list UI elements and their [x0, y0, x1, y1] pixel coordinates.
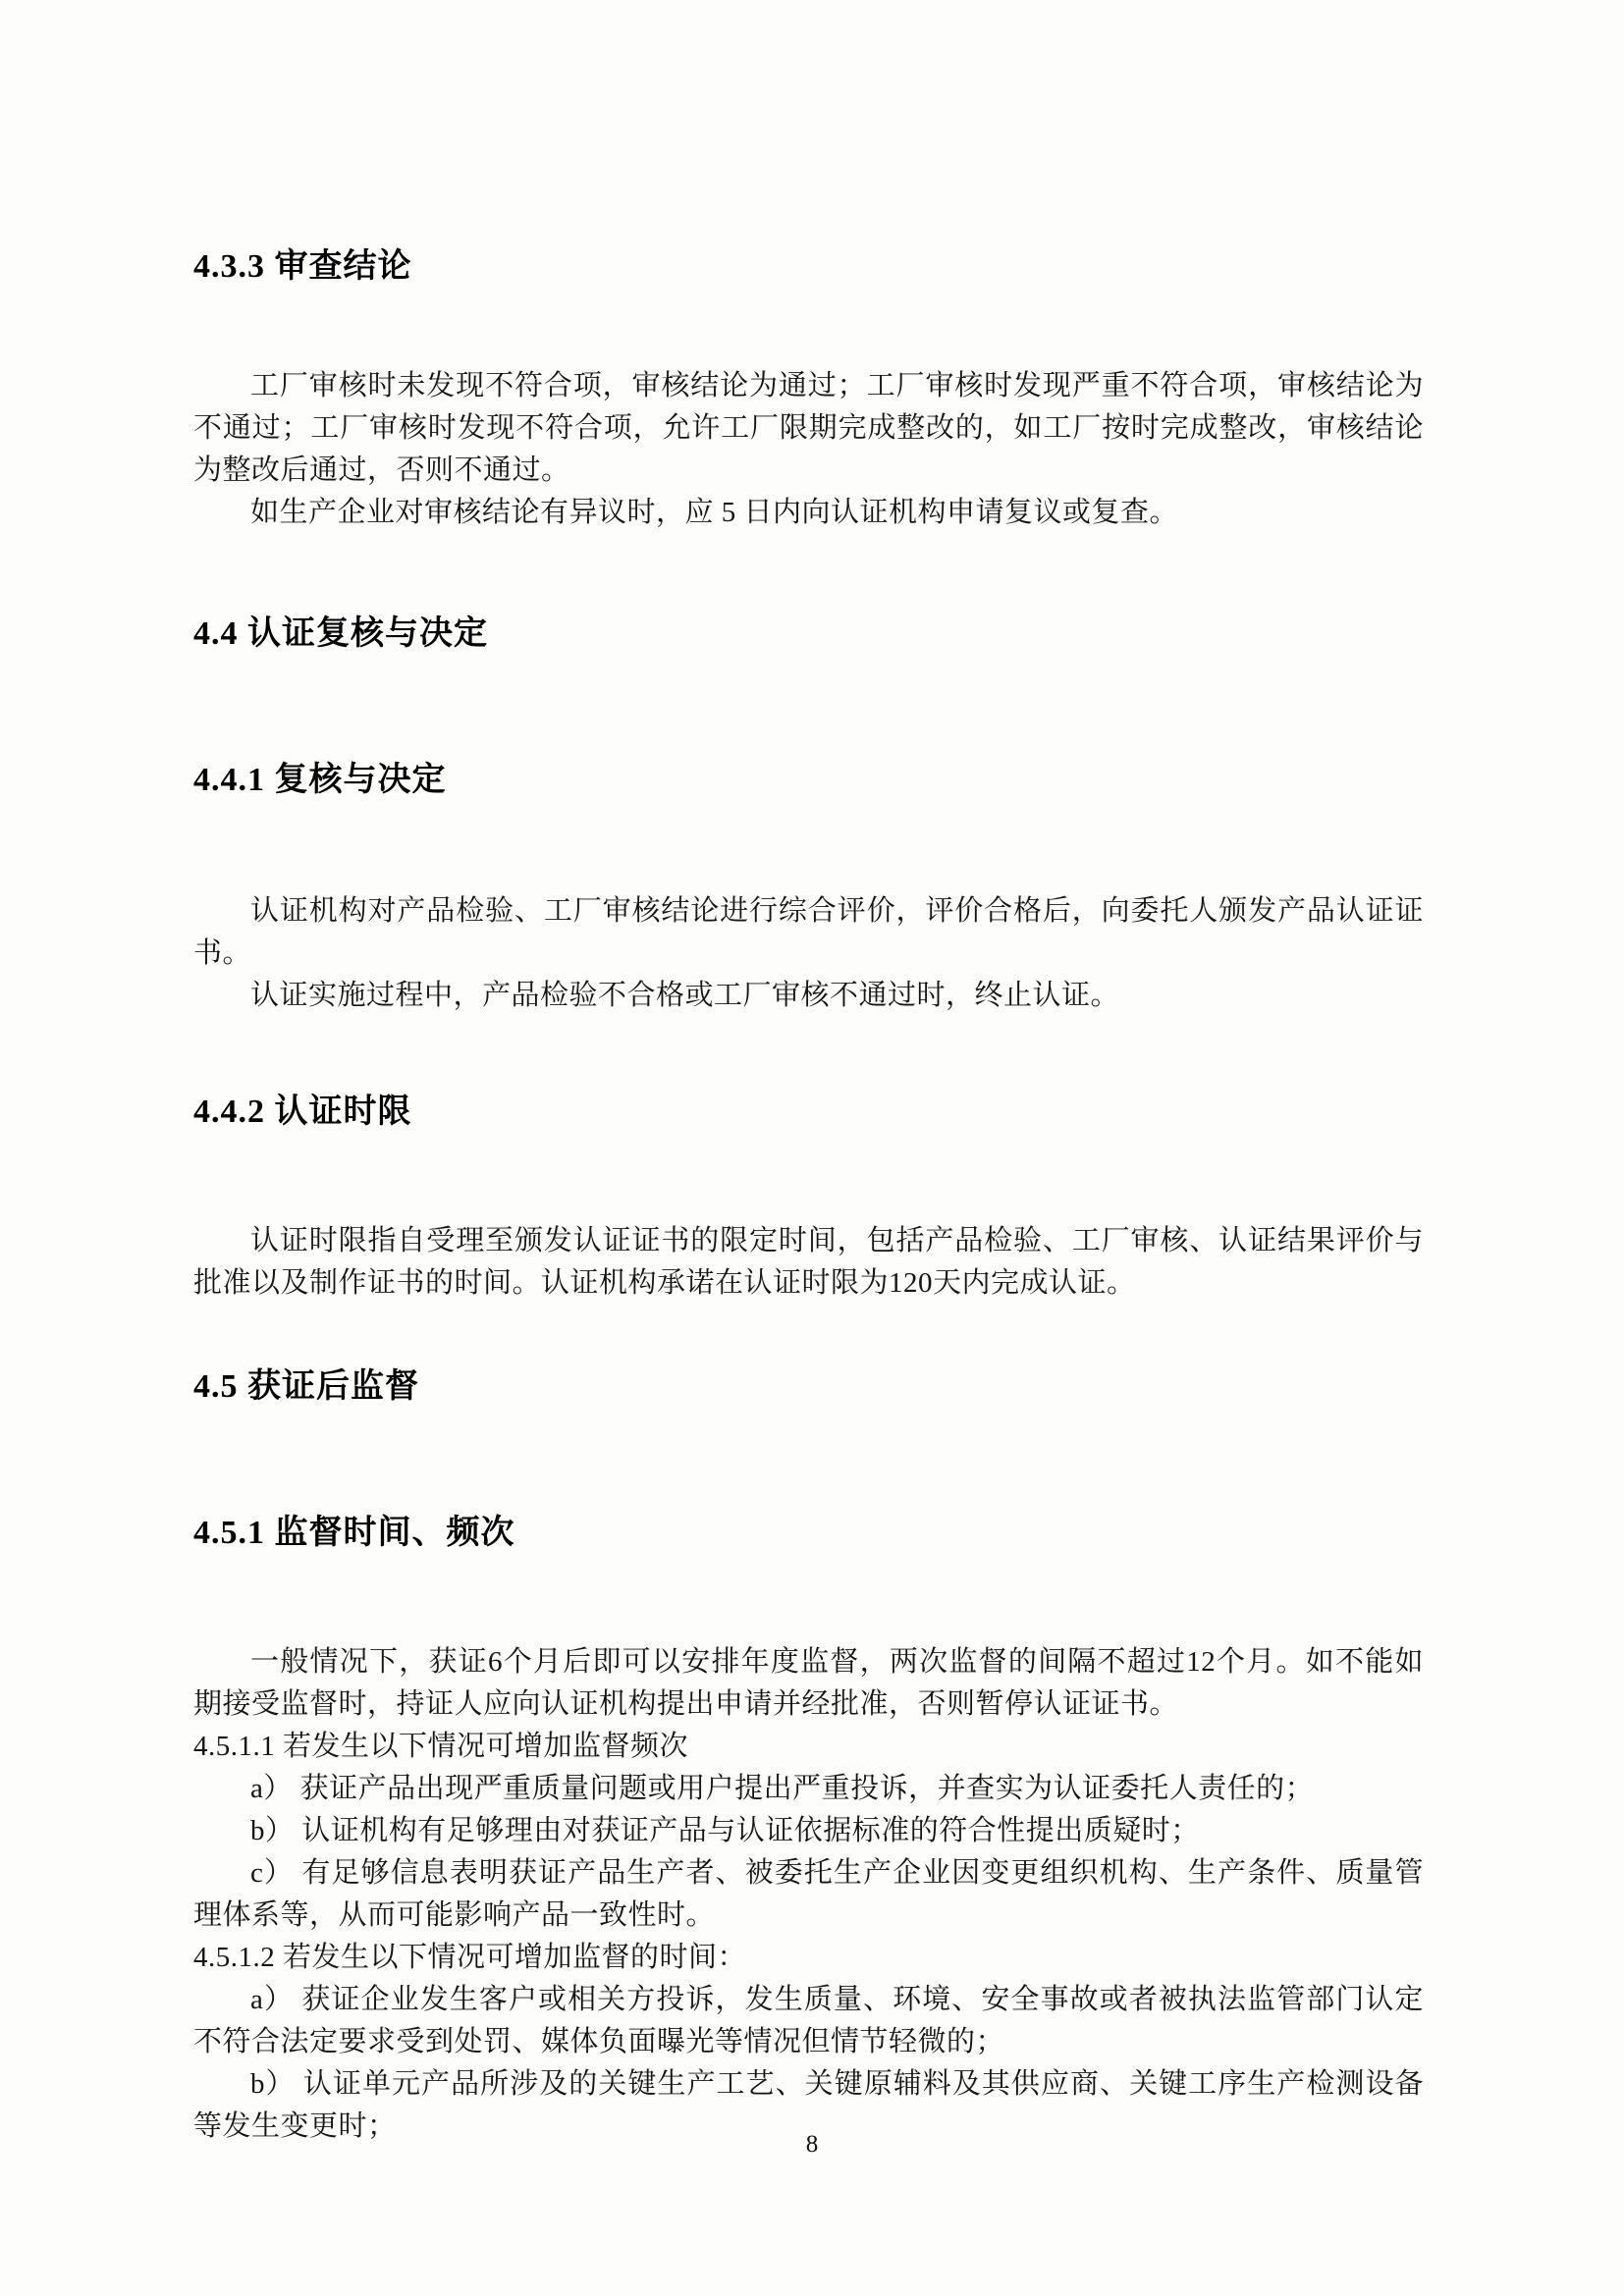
heading-4-4-2-certification-time-limit: 4.4.2 认证时限: [193, 1094, 412, 1130]
list-item-b-process-change: b） 认证单元产品所涉及的关键生产工艺、关键原辅料及其供应商、关键工序生产检测设备等发生变更时；: [193, 2068, 1424, 2142]
paragraph-objection-procedure: 如生产企业对审核结论有异议时，应 5 日内向认证机构申请复议或复查。: [250, 497, 1179, 528]
paragraph-comprehensive-evaluation: 认证机构对产品检验、工厂审核结论进行综合评价，评价合格后，向委托人颁发产品认证证书。: [193, 895, 1424, 969]
list-item-a-quality-problem: a） 获证产品出现严重质量问题或用户提出严重投诉，并查实为认证委托人责任的；: [250, 1773, 1315, 1804]
heading-4-3-3-review-conclusion: 4.3.3 审查结论: [193, 248, 412, 285]
heading-4-5-1-supervision-time-frequency: 4.5.1 监督时间、频次: [193, 1515, 515, 1551]
heading-4-4-1-review-decision: 4.4.1 复核与决定: [193, 762, 447, 798]
clause-4-5-1-1-increase-frequency: 4.5.1.1 若发生以下情况可增加监督频次: [193, 1731, 689, 1762]
paragraph-termination-condition: 认证实施过程中，产品检验不合格或工厂审核不通过时，终止认证。: [250, 980, 1120, 1011]
list-item-c-organization-change: c） 有足够信息表明获证产品生产者、被委托生产企业因变更组织机构、生产条件、质量管理体系等，从而可能影响产品一致性时。: [193, 1857, 1424, 1931]
paragraph-annual-supervision-schedule: 一般情况下，获证6个月后即可以安排年度监督，两次监督的间隔不超过12个月。如不能如期接受监督时，持证人应向认证机构提出申请并经批准，否则暂停认证证书。: [193, 1646, 1424, 1720]
paragraph-audit-conclusion-rules: 工厂审核时未发现不符合项，审核结论为通过；工厂审核时发现严重不符合项，审核结论为不通过；工厂审核时发现不符合项，允许工厂限期完成整改的，如工厂按时完成整改，审核结论为整改后通过，否则不通过。: [193, 370, 1424, 486]
list-item-b-conformity-doubt: b） 认证机构有足够理由对获证产品与认证依据标准的符合性提出质疑时；: [250, 1815, 1200, 1846]
clause-4-5-1-2-increase-time: 4.5.1.2 若发生以下情况可增加监督的时间：: [193, 1942, 747, 1973]
document-content: [193, 245, 1424, 2148]
page-number: 8: [805, 2131, 819, 2158]
heading-4-4-review-and-decision: 4.4 认证复核与决定: [193, 615, 488, 652]
heading-4-5-post-certification-supervision: 4.5 获证后监督: [193, 1368, 419, 1405]
paragraph-time-limit-definition: 认证时限指自受理至颁发认证证书的限定时间，包括产品检验、工厂审核、认证结果评价与批准以及制作证书的时间。认证机构承诺在认证时限为120天内完成认证。: [193, 1225, 1424, 1299]
list-item-a-complaints-accidents: a） 获证企业发生客户或相关方投诉，发生质量、环境、安全事故或者被执法监管部门认定不符合法定要求受到处罚、媒体负面曝光等情况但情节轻微的；: [193, 1984, 1424, 2057]
